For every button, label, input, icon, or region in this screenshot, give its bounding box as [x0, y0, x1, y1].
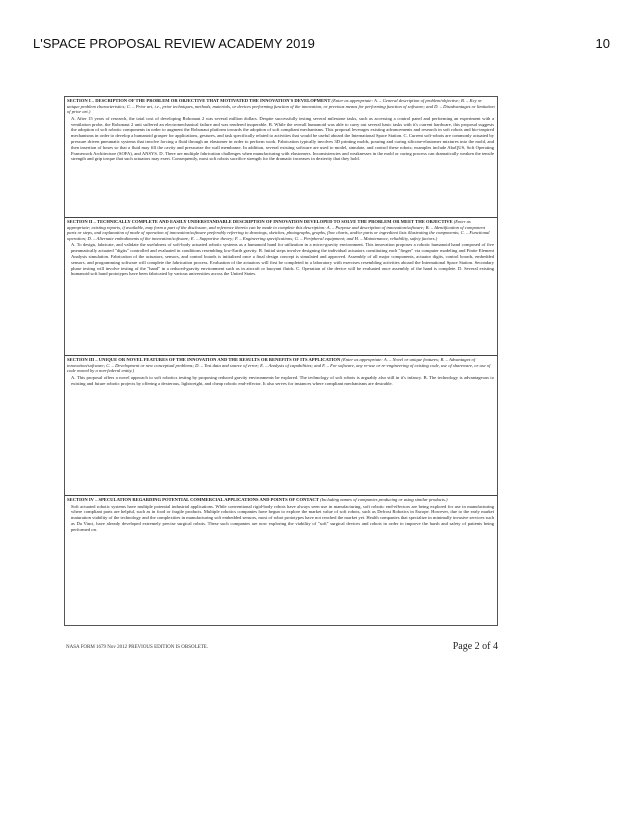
page-number: 10: [595, 36, 610, 51]
section-3-heading: SECTION III – UNIQUE OR NOVEL FEATURES OF THE INNOVATION AND THE RESULTS OR BENEFITS OF ITS APPLICATION: [67, 357, 341, 362]
section-2-heading-block: [65, 218, 497, 241]
section-1-heading-block: [65, 97, 497, 115]
section-2: [65, 217, 497, 355]
section-1: [65, 97, 497, 217]
section-4-instructions: (Including names of companies producing or using similar products.): [319, 497, 448, 502]
section-3-instructions: (Enter as appropriate: A. – Novel or unique features; B. – Advantages of innovation/software; C. – Development or new conceptual problems; D. – Test data and source of error; E. – Analysis of capabilities; and F. – For software, any re-use or re-engineering of existing code, use of shareware, or use of code owned by a non-federal entity.): [67, 357, 491, 374]
section-1-instructions: (Enter as appropriate: A. – General description of problem/objective; B. – Key or unique problem characteristics; C. – Prior art, i.e., prior techniques, methods, materials, or devices performing function of the innovation, or previous means for performing function of software; and D. – Disadvantages or limitation of prior art.): [67, 98, 495, 115]
section-2-instructions: (Enter as appropriate; existing reports, if available, may form a part of the disclosure, and reference thereto can be made to complete this description: A. – Purpose and description of innovation/software; B. – Identification of component parts or steps, and explanation of mode of operation of innovation/software preferably referring to drawings, sketches, photographs, graphs, flow charts, and/or parts or ingredient lists illustrating the components; C. – Functional operation; D. – Alternate embodiments of the innovation/software; E. – Supportive theory; F. – Engineering specifications; G. – Peripheral equipment; and H. – Maintenance, reliability, safety factors.): [67, 219, 490, 241]
section-4: [65, 495, 497, 627]
section-3: [65, 355, 497, 495]
section-1-heading: SECTION I – DESCRIPTION OF THE PROBLEM OR OBJECTIVE THAT MOTIVATED THE INNOVATION'S DEVELOPMENT: [67, 98, 331, 103]
section-1-body: A. After 15 years of research, the total cost of developing Robonaut 2 was several million dollars. Despite successfully testing several milestone tasks, such as accessing a control panel and performing an experiment with a ventilation probe, the Robonaut 2 unit suffered an electromechanical failure and was rendered inoperable. B. While the overall humanoid was able to carry out several basic tasks with it's current hardware, this proposal suggests the adoption of soft robotic components in order to augment the Robonaut platform towards the adoption of soft compliant mechanisms. This proposal leverages existing advancements and research in soft robots and bio-inspired mechanisms in order to develop a humanoid grasper for applications, gestures, and task specifically related to activities that would be useful aboard the International Space Station. C. Current soft-robots are commonly actuated by pressure driven pneumatic systems that involve forcing a fluid through an elastomer in order to perform work. Fabrication typically involves 3D printing molds, pouring and curing silicone-elastomer mixtures into the mold, and then insertion of hoses so that a fluid may fill the cavity and pressurize the wall membrane. In addition, several existing software are used to model, simulate, and control these robots; examples include AbaQUS, Soft Operating Framework Architecture (SOFA), and ANSYS. D. There are multiple fabrication challenges when manufacturing with elastomers. Inconsistencies and weaknesses in the mold or curing process can dramatically weaken the tensile strength and grip torque that such actuators may exert. Consequently, most soft robots sacrifice strength for the dramatic increases in dexterity that they hold.: [71, 115, 494, 162]
section-3-heading-block: [65, 356, 497, 374]
page-header-title: L'SPACE PROPOSAL REVIEW ACADEMY 2019: [33, 36, 315, 51]
section-4-body: Soft actuated robotic systems have multiple potential industrial applications. While conventional rigid-body robots have always seen use in manufacturing, soft robotic end-effectors are being explored for use in manufacturing where compliant parts are helpful, such as in food or fragile products. Multiple robotics companies have begun to explore the market value of soft robots, such as Defrost Robotics in Europe. However, due to the early market maturation viability of the technology and the complexities in manufacturing soft embedded sensors, most of robot prototypes have not reached the market yet. Health companies that specialize in minimally invasive services such as Da Vinci, have already developed extremely precise surgical robots. These such companies are now exploring the viability of "soft" surgical devices and robots in order to improve the harsh and safety of patients being performed on.: [71, 503, 494, 532]
section-4-heading-block: [65, 496, 497, 503]
form-identifier: NASA FORM 1679 Nov 2012 PREVIOUS EDITION IS OBSOLETE.: [66, 645, 209, 650]
section-2-body: A. To design, fabricate, and validate the usefulness of soft-body actuated robotic systems as a humanoid hand for utilization in a micro-gravity environment. This innovation proposes a robotic humanoid hand composed of five pneumatically actuated "digits" controlled and evaluated in conditions resembling low-Earth gravity. B. Initial steps involve designing the individual actuators constituting each "finger" via computer modeling and Finite Element Analysis simulation. Fabrication of the actuators, sensors, and control boards is initialized once a final design concept is simulated and approved. Assembly of all major components, actuator digits, control boards, embedded sensors, and programming software will complete the fabrication process. Evaluation of the actuators will first be completed in a laboratory with exercises resembling activities aboard the International Space Station. Secondary phase testing will involve testing of the "hand" in a reduced-gravity environment such as in aircraft or buoyant fluids. C. Operation of the device will be evaluated once assembly of the hand is complete. D. Several existing humanoid soft hand prototypes have been fabricated by various universities across the United States.: [71, 242, 494, 277]
section-3-body: A. This proposal offers a novel approach to soft robotics testing by proposing reduced gravity environments be explored. The technology of soft robots is arguably also still in it's infancy. B. The technology is advantageous to existing and future robotic projects by offering a dexterous, lightweight, and cheap robotic end-effector. It also serves for instances where compliant mechanisms are desirable.: [71, 374, 494, 386]
section-4-heading: SECTION IV – SPECULATION REGARDING POTENTIAL COMMERCIAL APPLICATIONS AND POINTS OF CONTACT: [67, 497, 319, 502]
section-2-heading: SECTION II – TECHNICALLY COMPLETE AND EASILY UNDERSTANDABLE DESCRIPTION OF INNOVATION DEVELOPED TO SOLVE THE PROBLEM OR MEET THE OBJECTIVE: [67, 219, 453, 224]
nasa-form-page: [64, 96, 498, 626]
form-page-count: Page 2 of 4: [452, 641, 498, 652]
